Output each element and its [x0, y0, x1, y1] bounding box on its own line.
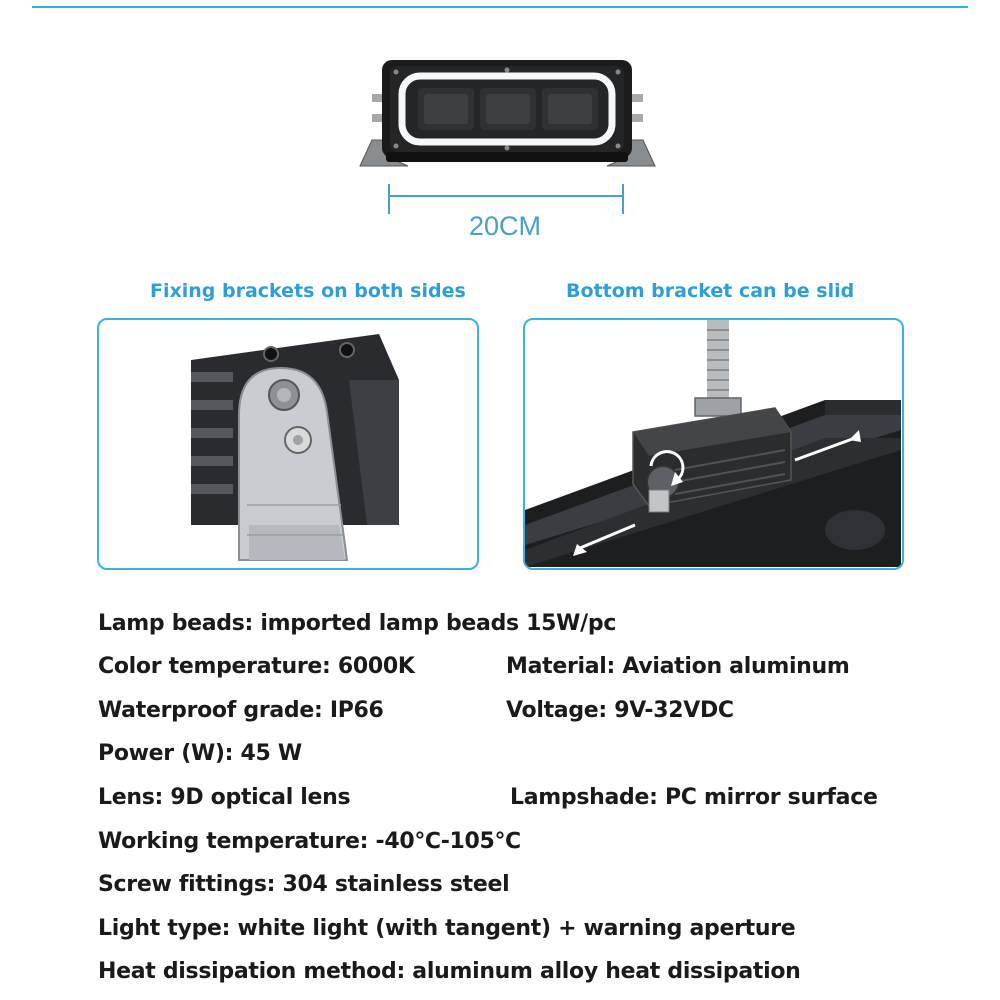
spec-working-temperature: Working temperature: -40℃-105℃ [98, 829, 521, 854]
sliding-bracket-photo-frame [523, 318, 904, 570]
top-divider [32, 6, 968, 8]
spec-heat-dissipation: Heat dissipation method: aluminum alloy heat dissipation [98, 959, 801, 984]
caption-sliding-bracket: Bottom bracket can be slid [566, 280, 855, 302]
dimension-line [388, 184, 624, 214]
sliding-bracket-photo [525, 320, 901, 567]
side-bracket-photo-frame [97, 318, 479, 570]
spec-voltage: Voltage: 9V-32VDC [506, 698, 734, 723]
spec-lampshade: Lampshade: PC mirror surface [510, 785, 878, 810]
caption-fixing-brackets: Fixing brackets on both sides [150, 280, 466, 302]
spec-material: Material: Aviation aluminum [506, 654, 850, 679]
spec-lens: Lens: 9D optical lens [98, 785, 351, 810]
spec-power: Power (W): 45 W [98, 741, 302, 766]
spec-lamp-beads: Lamp beads: imported lamp beads 15W/pc [98, 611, 617, 636]
spec-screw-fittings: Screw fittings: 304 stainless steel [98, 872, 510, 897]
spec-waterproof: Waterproof grade: IP66 [98, 698, 384, 723]
dimension-label: 20CM [468, 211, 542, 241]
spec-light-type: Light type: white light (with tangent) + warning aperture [98, 916, 796, 941]
spec-color-temperature: Color temperature: 6000K [98, 654, 415, 679]
side-bracket-photo [99, 320, 476, 567]
light-bar-photo [350, 48, 665, 188]
